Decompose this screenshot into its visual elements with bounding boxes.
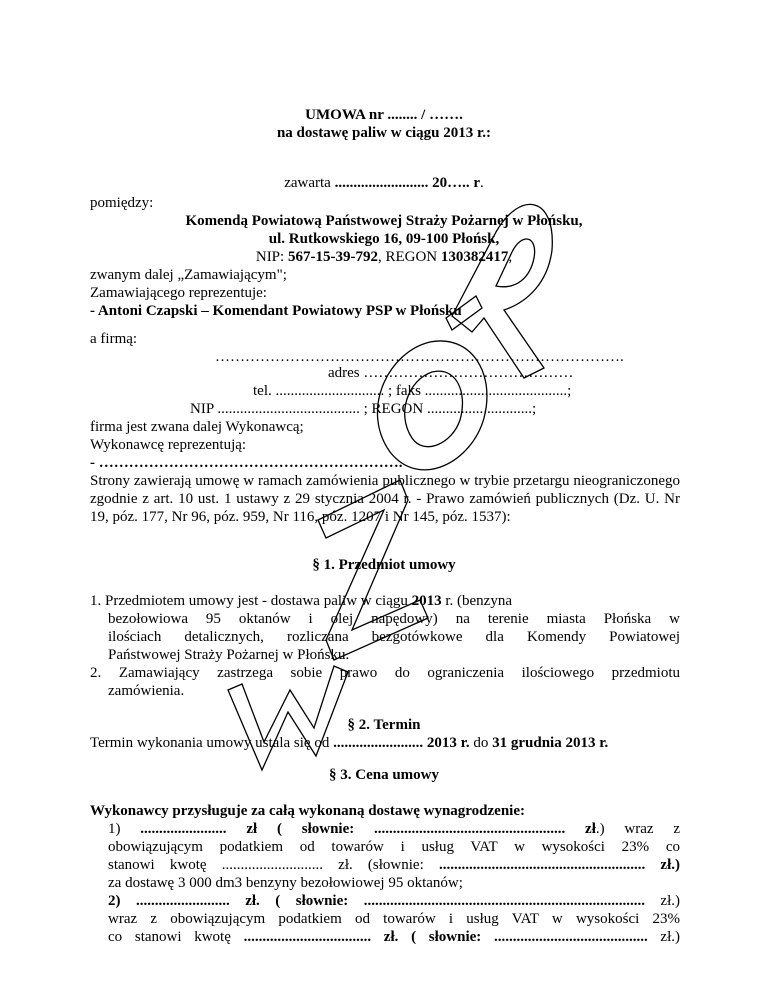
- s3-item-1-line-4: za dostawę 3 000 dm3 benzyny bezołowiowej 95 oktanów;: [108, 875, 463, 891]
- s1-point-1-line-2: bezołowiowa 95 oktanów i olej napędowy) na terenie miasta Płońska w: [108, 611, 680, 627]
- preamble-paragraph: Strony zawierają umowę w ramach zamówienia publicznego w trybie przetargu nieograniczonego zgodnie z art. 10 ust. 1 ustawy z 29 stycznia 2004 r. - Prawo zamówień publicznych (Dz. U. Nr 19, póz. 177, Nr 96, póz. 959, Nr 116, póz. 1207 i Nr 145, póz. 1537):: [90, 473, 680, 525]
- contract-date-line: zawarta ......................... 20….. r.: [284, 175, 484, 191]
- contractor-rep-label: Wykonawcę reprezentują:: [90, 437, 247, 453]
- s3-item-1-line-1: 1) ....................... zł ( słownie: ................................................... zł.) wraz z: [108, 821, 681, 837]
- s1-point-1: 1. Przedmiotem umowy jest - dostawa paliw w ciągu 2013 r. (benzyna: [90, 593, 512, 609]
- contractor-address-field: adres ……………………………………: [328, 365, 574, 381]
- section-3-heading: § 3. Cena umowy: [328, 767, 439, 783]
- ordering-party-alias: zwanym dalej „Zamawiającym";: [90, 267, 287, 283]
- s1-point-1-line-4: Państwowej Straży Pożarnej w Płońsku.: [108, 647, 350, 663]
- s1-point-2: 2. Zamawiający zastrzega sobie prawo do ograniczenia ilościowego przedmiotu: [90, 665, 680, 681]
- contractor-phone-fax-field: tel. ............................. ; faks ......................................;: [253, 383, 572, 399]
- s3-item-2-line-3: co stanowi kwotę .................................. zł. ( słownie: ......................................... zł.): [108, 929, 680, 945]
- s3-item-2-line-2: wraz z obowiązującym podatkiem od towarów i usług VAT w wysokości 23%: [108, 911, 680, 927]
- document-title: UMOWA nr ........ / …….: [305, 107, 463, 123]
- s1-point-1-line-3: ilościach detalicznych, rozliczana bezgotówkowe dla Komendy Powiatowej: [108, 629, 680, 645]
- ordering-party-name: Komendą Powiatową Państwowej Straży Pożarnej w Płońsku,: [185, 213, 583, 229]
- contractor-label: a firmą:: [90, 331, 138, 347]
- ordering-party-address: ul. Rutkowskiego 16, 09-100 Płońsk,: [268, 231, 500, 247]
- section-2-heading: § 2. Termin: [347, 717, 421, 733]
- ordering-party-rep-label: Zamawiającego reprezentuje:: [90, 285, 267, 301]
- between-label: pomiędzy:: [90, 195, 154, 211]
- contractor-alias: firma jest zwana dalej Wykonawcą;: [90, 419, 304, 435]
- contractor-representative-field: - …………………………………………………….: [90, 455, 403, 471]
- ordering-party-ids: NIP: 567-15-39-792, REGON 130382417,: [255, 249, 513, 265]
- document-subtitle: na dostawę paliw w ciągu 2013 r.:: [276, 125, 492, 141]
- s3-item-2-line-1: 2) ......................... zł. ( słownie: ........................................................................... zł.): [108, 893, 680, 909]
- contractor-name-field: ……………………………………………………………………….: [215, 349, 624, 365]
- section-1-heading: § 1. Przedmiot umowy: [312, 557, 456, 573]
- s3-item-1-line-2: obowiązującym podatkiem od towarów i usług VAT w wysokości 23% co: [108, 839, 680, 855]
- s3-intro: Wykonawcy przysługuje za całą wykonaną dostawę wynagrodzenie:: [90, 803, 526, 819]
- s1-point-2-line-2: zamówienia.: [108, 683, 185, 699]
- s3-item-1-line-3: stanowi kwotę ........................... zł. (słownie: ....................................................... zł.): [108, 857, 680, 873]
- s2-term-text: Termin wykonania umowy ustala się od ........................ 2013 r. do 31 grudnia 2013 r.: [90, 735, 609, 751]
- contractor-nip-regon-field: NIP ...................................... ; REGON ............................;: [190, 401, 537, 417]
- ordering-party-representative: - Antoni Czapski – Komendant Powiatowy PSP w Płońsku: [90, 303, 462, 319]
